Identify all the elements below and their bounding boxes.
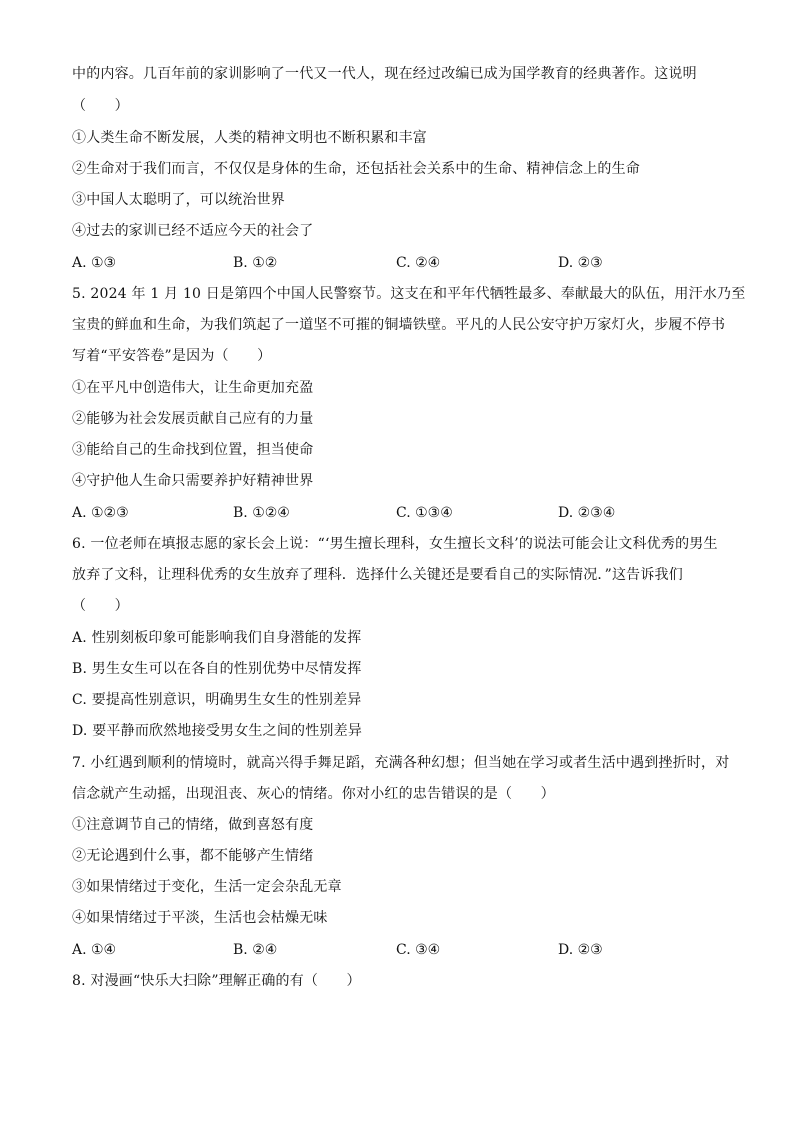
q6-stem-line: 6. 一位老师在填报志愿的家长会上说：“‘男生擅长理科，女生擅长文科’的说法可能会让文科优秀的男生: [72, 536, 718, 552]
q5-item: ①在平凡中创造伟大，让生命更加充盈: [72, 380, 314, 396]
q4-option-c: C. ②④: [396, 255, 441, 271]
q7-item: ③如果情绪过于变化，生活一定会杂乱无章: [72, 879, 342, 895]
q4-option-a: A. ①③: [72, 255, 117, 271]
q7-item: ①注意调节自己的情绪，做到喜怒有度: [72, 817, 314, 833]
q4-item: ①人类生命不断发展，人类的精神文明也不断积累和丰富: [72, 130, 427, 146]
q5-option-c: C. ①③④: [396, 505, 453, 521]
q5-item: ④守护他人生命只需要养护好精神世界: [72, 473, 314, 489]
q4-item: ③中国人太聪明了，可以统治世界: [72, 192, 285, 208]
q7-item: ④如果情绪过于平淡，生活也会枯燥无味: [72, 910, 328, 926]
q7-stem-line: 信念就产生动摇，出现沮丧、灰心的情绪。你对小红的忠告错误的是（ ）: [72, 786, 555, 802]
q7-option-c: C. ③④: [396, 942, 441, 958]
q6-choice-c: C. 要提高性别意识，明确男生女生的性别差异: [72, 692, 362, 708]
q4-option-d: D. ②③: [558, 255, 603, 271]
q4-stem-line: 中的内容。几百年前的家训影响了一代又一代人，现在经过改编已成为国学教育的经典著作。这说明: [72, 66, 697, 82]
q4-item: ②生命对于我们而言，不仅仅是身体的生命，还包括社会关系中的生命、精神信念上的生命: [72, 161, 640, 177]
q7-option-a: A. ①④: [72, 942, 117, 958]
q5-stem-line: 写着“平安答卷”是因为（ ）: [72, 348, 272, 364]
q6-choice-a: A. 性别刻板印象可能影响我们自身潜能的发挥: [72, 630, 362, 646]
q7-stem-line: 7. 小红遇到顺利的情境时，就高兴得手舞足蹈，充满各种幻想；但当她在学习或者生活中遇到挫折时，对: [72, 755, 730, 771]
q5-options: [72, 503, 732, 523]
q5-stem-line: 宝贵的鲜血和生命，为我们筑起了一道坚不可摧的铜墙铁壁。平凡的人民公安守护万家灯火，步履不停书: [72, 317, 726, 333]
q7-options: [72, 940, 732, 960]
q5-item: ②能够为社会发展贡献自己应有的力量: [72, 411, 314, 427]
q5-item: ③能给自己的生命找到位置，担当使命: [72, 442, 314, 458]
q6-answer-bracket: （ ）: [72, 598, 129, 614]
q6-choice-b: B. 男生女生可以在各自的性别优势中尽情发挥: [72, 661, 362, 677]
q6-choice-d: D. 要平静而欣然地接受男女生之间的性别差异: [72, 723, 363, 739]
q4-item: ④过去的家训已经不适应今天的社会了: [72, 223, 314, 239]
q5-option-d: D. ②③④: [558, 505, 616, 521]
q4-answer-bracket: （ ）: [72, 98, 129, 114]
q5-option-b: B. ①②④: [233, 505, 290, 521]
q8-stem: 8. 对漫画“快乐大扫除”理解正确的有（ ）: [72, 973, 361, 989]
q4-options: [72, 253, 732, 273]
q7-option-d: D. ②③: [558, 942, 603, 958]
q5-stem-line: 5. 2024 年 1 月 10 日是第四个中国人民警察节。这支在和平年代牺牲最多、奉献最大的队伍，用汗水乃至: [72, 286, 746, 302]
q7-option-b: B. ②④: [233, 942, 278, 958]
q4-option-b: B. ①②: [233, 255, 278, 271]
q6-stem-line: 放弃了文科，让理科优秀的女生放弃了理科．选择什么关键还是要看自己的实际情况．”这告诉我们: [72, 567, 683, 583]
q5-option-a: A. ①②③: [72, 505, 129, 521]
q7-item: ②无论遇到什么事，都不能够产生情绪: [72, 848, 314, 864]
